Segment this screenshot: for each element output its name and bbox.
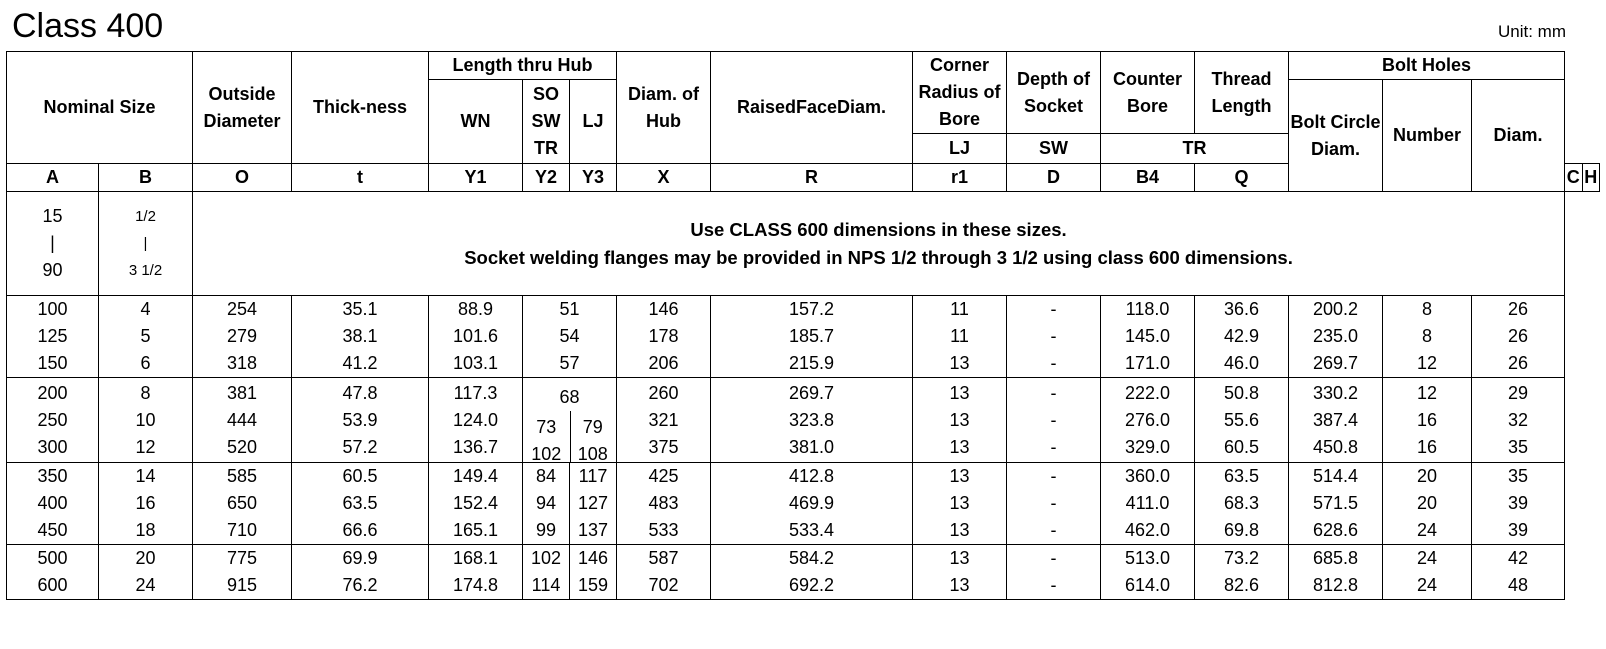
value-x: 260: [648, 382, 679, 403]
value-y1: 152.4: [452, 493, 499, 513]
small-size-a: [7, 192, 99, 296]
header-so: SO: [532, 84, 559, 104]
value-o: 915: [226, 575, 258, 595]
cell-a: [7, 545, 99, 600]
header-thread-length: Thread Length: [1195, 52, 1289, 134]
table-row-group: [7, 463, 1600, 545]
page-title: Class 400: [12, 7, 164, 45]
value-d: -: [1050, 575, 1057, 595]
value-r: 185.7: [788, 326, 835, 346]
value-o: 710: [226, 520, 258, 540]
y3-values: [570, 414, 617, 463]
value-c: 571.5: [1312, 493, 1359, 513]
value-t: 47.8: [342, 382, 378, 403]
cell-o: [193, 545, 292, 600]
cell-q: [1195, 463, 1289, 545]
value-y2: 84: [535, 466, 557, 486]
header-lj: LJ: [570, 80, 617, 164]
value-q: 82.6: [1223, 575, 1260, 595]
symbol-b4: B4: [1101, 164, 1195, 192]
value-y1: 88.9: [457, 299, 494, 319]
cell-a: [7, 378, 99, 463]
value-h: 48: [1508, 575, 1529, 595]
cell-r: [711, 296, 913, 378]
cell-y1: [429, 463, 523, 545]
cell-q: [1195, 378, 1289, 463]
cell-a: [7, 296, 99, 378]
small-b-bar: |: [143, 235, 148, 252]
value-t: 35.1: [342, 299, 378, 319]
value-h: 26: [1508, 353, 1529, 373]
cell-o: [193, 463, 292, 545]
cell-y2: [523, 463, 570, 545]
value-n: 12: [1417, 353, 1438, 373]
cell-h: [1472, 463, 1565, 545]
cell-n: [1383, 296, 1472, 378]
value-r1: 13: [949, 548, 970, 568]
cell-q: [1195, 296, 1289, 378]
value-q: 69.8: [1223, 520, 1260, 540]
value-y1: 101.6: [452, 326, 499, 346]
header-depth-sw: SW: [1007, 134, 1101, 164]
header-bolt-holes: Bolt Holes: [1289, 52, 1565, 80]
small-sizes-note: [193, 192, 1565, 296]
value-r: 269.7: [788, 382, 835, 403]
value-x: 321: [648, 409, 679, 430]
value-b4: 614.0: [1124, 575, 1171, 595]
cell-y2y3: [523, 296, 617, 378]
value-y3: 146: [577, 548, 609, 568]
value-y3: 127: [577, 493, 609, 513]
value-y1: 149.4: [452, 466, 499, 486]
cell-r: [711, 545, 913, 600]
value-q: 55.6: [1223, 409, 1260, 430]
value-o: 444: [226, 409, 258, 430]
value-x: 702: [648, 575, 679, 595]
header-diam-of-hub: Diam. of Hub: [617, 52, 711, 164]
header-outside-diameter: Outside Diameter: [193, 52, 292, 164]
cell-d: [1007, 296, 1101, 378]
symbol-q: Q: [1195, 164, 1289, 192]
cell-o: [193, 296, 292, 378]
cell-x: [617, 378, 711, 463]
cell-h: [1472, 296, 1565, 378]
value-y1: 136.7: [452, 436, 499, 457]
cell-b4: [1101, 296, 1195, 378]
cell-y2-y3-split: [523, 378, 617, 463]
cell-x: [617, 296, 711, 378]
value-n: 16: [1417, 436, 1438, 457]
value-y2y3: 57: [559, 353, 580, 373]
value-n: 8: [1422, 299, 1433, 319]
value-a: 500: [37, 548, 68, 568]
cell-r1: [913, 296, 1007, 378]
value-y3: 137: [577, 520, 609, 540]
header-raised-face-diam: RaisedFaceDiam.: [711, 52, 913, 164]
value-r: 469.9: [788, 493, 835, 513]
value-y3: 117: [578, 466, 608, 486]
y2-values: [523, 414, 570, 463]
value-q: 42.9: [1223, 326, 1260, 346]
value-r: 381.0: [788, 436, 835, 457]
value-o: 318: [226, 353, 258, 373]
value-h: 39: [1508, 493, 1529, 513]
cell-h: [1472, 545, 1565, 600]
note-line-2: Socket welding flanges may be provided in NPS 1/2 through 3 1/2 using class 600 dimensions.: [464, 246, 1293, 268]
value-n: 16: [1417, 409, 1438, 430]
header-nominal-size: Nominal Size: [7, 52, 193, 164]
value-r: 323.8: [788, 409, 835, 430]
cell-y1: [429, 545, 523, 600]
cell-r1: [913, 378, 1007, 463]
value-n: 20: [1417, 466, 1438, 486]
value-r: 215.9: [788, 353, 835, 373]
value-y2: 102: [530, 548, 562, 568]
value-a: 150: [37, 353, 68, 373]
cell-r: [711, 463, 913, 545]
value-n: 12: [1417, 382, 1438, 403]
table-row-group: [7, 545, 1600, 600]
value-t: 57.2: [342, 436, 378, 457]
value-o: 585: [226, 466, 258, 486]
cell-b: [99, 296, 193, 378]
value-r: 692.2: [788, 575, 835, 595]
cell-d: [1007, 463, 1101, 545]
header-tr-sub: TR: [1101, 134, 1289, 164]
value-y1: 165.1: [452, 520, 499, 540]
value-t: 66.6: [342, 520, 378, 540]
cell-b4: [1101, 378, 1195, 463]
value-b4: 118.0: [1125, 299, 1170, 319]
header-depth-of-socket: Depth of Socket: [1007, 52, 1101, 134]
value-q: 73.2: [1223, 548, 1260, 568]
small-b-from: 1/2: [135, 208, 156, 225]
value-b: 5: [140, 326, 151, 346]
value-a: 250: [37, 409, 68, 430]
value-y1: 124.0: [452, 409, 499, 430]
table-header: [7, 52, 1600, 192]
cell-c: [1289, 378, 1383, 463]
value-d: -: [1050, 436, 1057, 457]
table-row-group: [7, 378, 1600, 463]
small-b-to: 3 1/2: [128, 262, 163, 279]
value-d: -: [1050, 520, 1057, 540]
cell-y1: [429, 378, 523, 463]
value-r: 584.2: [788, 548, 835, 568]
table-body: [7, 192, 1600, 600]
cell-c: [1289, 296, 1383, 378]
value-r1: 13: [949, 436, 970, 457]
cell-a: [7, 463, 99, 545]
symbol-h: H: [1582, 164, 1599, 192]
symbol-r: R: [711, 164, 913, 192]
value-h: 35: [1508, 436, 1529, 457]
cell-n: [1383, 463, 1472, 545]
value-o: 650: [226, 493, 258, 513]
value-d: -: [1050, 466, 1057, 486]
value-b: 6: [140, 353, 151, 373]
cell-y3: [570, 463, 617, 545]
note-line-1: Use CLASS 600 dimensions in these sizes.: [690, 218, 1067, 240]
value-o: 381: [226, 382, 258, 403]
header-number: Number: [1383, 80, 1472, 192]
symbol-o: O: [193, 164, 292, 192]
value-h: 26: [1508, 299, 1529, 319]
value-b4: 329.0: [1124, 436, 1171, 457]
header-so-sw-tr: [523, 80, 570, 164]
value-d: -: [1050, 382, 1057, 403]
value-n: 24: [1417, 548, 1438, 568]
value-c: 269.7: [1312, 353, 1359, 373]
value-r: 412.8: [788, 466, 835, 486]
value-h: 29: [1508, 382, 1529, 403]
value-y1: 174.8: [452, 575, 499, 595]
value-h: 35: [1508, 466, 1529, 486]
value-h: 42: [1508, 548, 1529, 568]
value-c: 628.6: [1312, 520, 1359, 540]
table-row-group: [7, 296, 1600, 378]
value-t: 60.5: [342, 466, 378, 486]
cell-r: [711, 378, 913, 463]
value-y1: 168.1: [452, 548, 499, 568]
value-b4: 171.0: [1124, 353, 1171, 373]
cell-t: [292, 545, 429, 600]
value-y2: 94: [535, 493, 557, 513]
value-b: 20: [135, 548, 156, 568]
cell-c: [1289, 545, 1383, 600]
value-y2y3-merged: 68: [559, 387, 580, 407]
value-o: 775: [226, 548, 258, 568]
value-c: 387.4: [1312, 409, 1359, 430]
value-b4: 145.0: [1124, 326, 1171, 346]
cell-x: [617, 545, 711, 600]
value-b4: 462.0: [1124, 520, 1171, 540]
symbol-x: X: [617, 164, 711, 192]
cell-b: [99, 378, 193, 463]
cell-d: [1007, 378, 1101, 463]
value-x: 206: [648, 353, 679, 373]
value-t: 76.2: [342, 575, 378, 595]
cell-c: [1289, 463, 1383, 545]
value-y3: 79: [582, 417, 603, 437]
symbol-r1: r1: [913, 164, 1007, 192]
value-q: 60.5: [1223, 436, 1260, 457]
value-a: 200: [37, 382, 68, 403]
value-b: 4: [140, 299, 151, 319]
header-counter-bore: Counter Bore: [1101, 52, 1195, 134]
value-c: 450.8: [1312, 436, 1359, 457]
value-o: 520: [226, 436, 258, 457]
symbol-y1: Y1: [429, 164, 523, 192]
value-h: 26: [1508, 326, 1529, 346]
value-y2y3: 51: [559, 299, 580, 319]
value-r1: 13: [949, 493, 970, 513]
value-r1: 13: [949, 382, 970, 403]
value-r1: 13: [949, 353, 970, 373]
value-q: 36.6: [1223, 299, 1260, 319]
value-d: -: [1050, 299, 1057, 319]
value-b: 8: [140, 382, 151, 403]
header-corner-radius-lj: LJ: [913, 134, 1007, 164]
value-y2: 73: [536, 417, 557, 437]
value-t: 69.9: [342, 548, 378, 568]
value-a: 125: [37, 326, 68, 346]
value-b: 10: [135, 409, 156, 430]
value-b4: 411.0: [1125, 493, 1170, 513]
value-x: 425: [648, 466, 679, 486]
value-a: 100: [37, 299, 68, 319]
small-a-bar: |: [50, 233, 55, 253]
value-b: 12: [135, 436, 156, 457]
value-r1: 13: [949, 466, 970, 486]
cell-r1: [913, 463, 1007, 545]
symbol-b: B: [99, 164, 193, 192]
value-n: 24: [1417, 520, 1438, 540]
value-b: 14: [135, 466, 156, 486]
cell-t: [292, 378, 429, 463]
value-n: 20: [1417, 493, 1438, 513]
value-x: 146: [648, 299, 679, 319]
value-h: 39: [1508, 520, 1529, 540]
value-b4: 276.0: [1124, 409, 1171, 430]
cell-t: [292, 463, 429, 545]
value-a: 450: [37, 520, 68, 540]
value-b4: 513.0: [1124, 548, 1171, 568]
value-y2: 102: [531, 444, 562, 463]
header-bolt-circle-diam: Bolt Circle Diam.: [1289, 80, 1383, 192]
header-length-thru-hub: Length thru Hub: [429, 52, 617, 80]
cell-r1: [913, 545, 1007, 600]
header-corner-radius: Corner Radius of Bore: [913, 52, 1007, 134]
header-thickness: Thick-ness: [292, 52, 429, 164]
value-t: 63.5: [342, 493, 378, 513]
small-a-from: 15: [42, 206, 63, 226]
value-r1: 13: [949, 409, 970, 430]
cell-x: [617, 463, 711, 545]
value-y2: 99: [535, 520, 557, 540]
cell-d: [1007, 545, 1101, 600]
value-r1: 13: [949, 575, 970, 595]
value-o: 254: [226, 299, 258, 319]
cell-b: [99, 463, 193, 545]
value-r1: 11: [950, 299, 969, 319]
value-x: 587: [648, 548, 679, 568]
value-x: 483: [648, 493, 679, 513]
value-b: 24: [135, 575, 156, 595]
cell-y1: [429, 296, 523, 378]
cell-n: [1383, 545, 1472, 600]
value-b: 16: [135, 493, 156, 513]
value-a: 400: [37, 493, 68, 513]
value-d: -: [1050, 493, 1057, 513]
value-c: 330.2: [1312, 382, 1359, 403]
value-d: -: [1050, 353, 1057, 373]
value-b: 18: [135, 520, 156, 540]
value-y3: 159: [577, 575, 609, 595]
value-n: 24: [1417, 575, 1438, 595]
value-c: 200.2: [1312, 299, 1359, 319]
value-d: -: [1050, 548, 1057, 568]
value-h: 32: [1508, 409, 1529, 430]
header-tr: TR: [534, 138, 558, 158]
small-a-to: 90: [42, 260, 63, 280]
header-diam: Diam.: [1472, 80, 1565, 192]
cell-q: [1195, 545, 1289, 600]
value-c: 514.4: [1312, 466, 1359, 486]
value-o: 279: [226, 326, 258, 346]
value-a: 300: [37, 436, 68, 457]
value-a: 600: [37, 575, 68, 595]
small-sizes-row: [7, 192, 1600, 296]
cell-b4: [1101, 545, 1195, 600]
cell-h: [1472, 378, 1565, 463]
value-r: 157.2: [788, 299, 835, 319]
symbol-a: A: [7, 164, 99, 192]
flange-dimensions-table: [6, 51, 1600, 600]
value-y1: 103.1: [452, 353, 499, 373]
value-c: 235.0: [1312, 326, 1359, 346]
cell-o: [193, 378, 292, 463]
symbol-t: t: [292, 164, 429, 192]
value-r: 533.4: [788, 520, 835, 540]
value-q: 46.0: [1223, 353, 1260, 373]
value-c: 812.8: [1312, 575, 1359, 595]
value-x: 375: [648, 436, 679, 457]
value-r1: 13: [949, 520, 970, 540]
value-y3: 108: [577, 444, 608, 463]
value-y2y3: 54: [559, 326, 580, 346]
header-wn: WN: [429, 80, 523, 164]
cell-b4: [1101, 463, 1195, 545]
value-t: 41.2: [342, 353, 378, 373]
value-t: 38.1: [342, 326, 378, 346]
value-n: 8: [1422, 326, 1433, 346]
cell-n: [1383, 378, 1472, 463]
cell-y2: [523, 545, 570, 600]
symbol-d: D: [1007, 164, 1101, 192]
small-size-b: [99, 192, 193, 296]
value-q: 50.8: [1223, 382, 1260, 403]
value-x: 533: [648, 520, 679, 540]
value-b4: 222.0: [1124, 382, 1171, 403]
value-y2: 114: [531, 575, 561, 595]
value-q: 68.3: [1223, 493, 1260, 513]
value-x: 178: [648, 326, 679, 346]
value-c: 685.8: [1312, 548, 1359, 568]
value-q: 63.5: [1223, 466, 1260, 486]
value-d: -: [1050, 326, 1057, 346]
value-y1: 117.3: [453, 382, 498, 403]
unit-label: Unit: mm: [1498, 22, 1566, 41]
value-b4: 360.0: [1124, 466, 1171, 486]
value-t: 53.9: [342, 409, 378, 430]
cell-y3: [570, 545, 617, 600]
cell-b: [99, 545, 193, 600]
value-d: -: [1050, 409, 1057, 430]
header-sw: SW: [531, 111, 561, 131]
cell-t: [292, 296, 429, 378]
value-r1: 11: [950, 326, 969, 346]
symbol-y2: Y2: [523, 164, 570, 192]
symbol-y3: Y3: [570, 164, 617, 192]
symbol-c: C: [1565, 164, 1582, 192]
value-a: 350: [37, 466, 68, 486]
